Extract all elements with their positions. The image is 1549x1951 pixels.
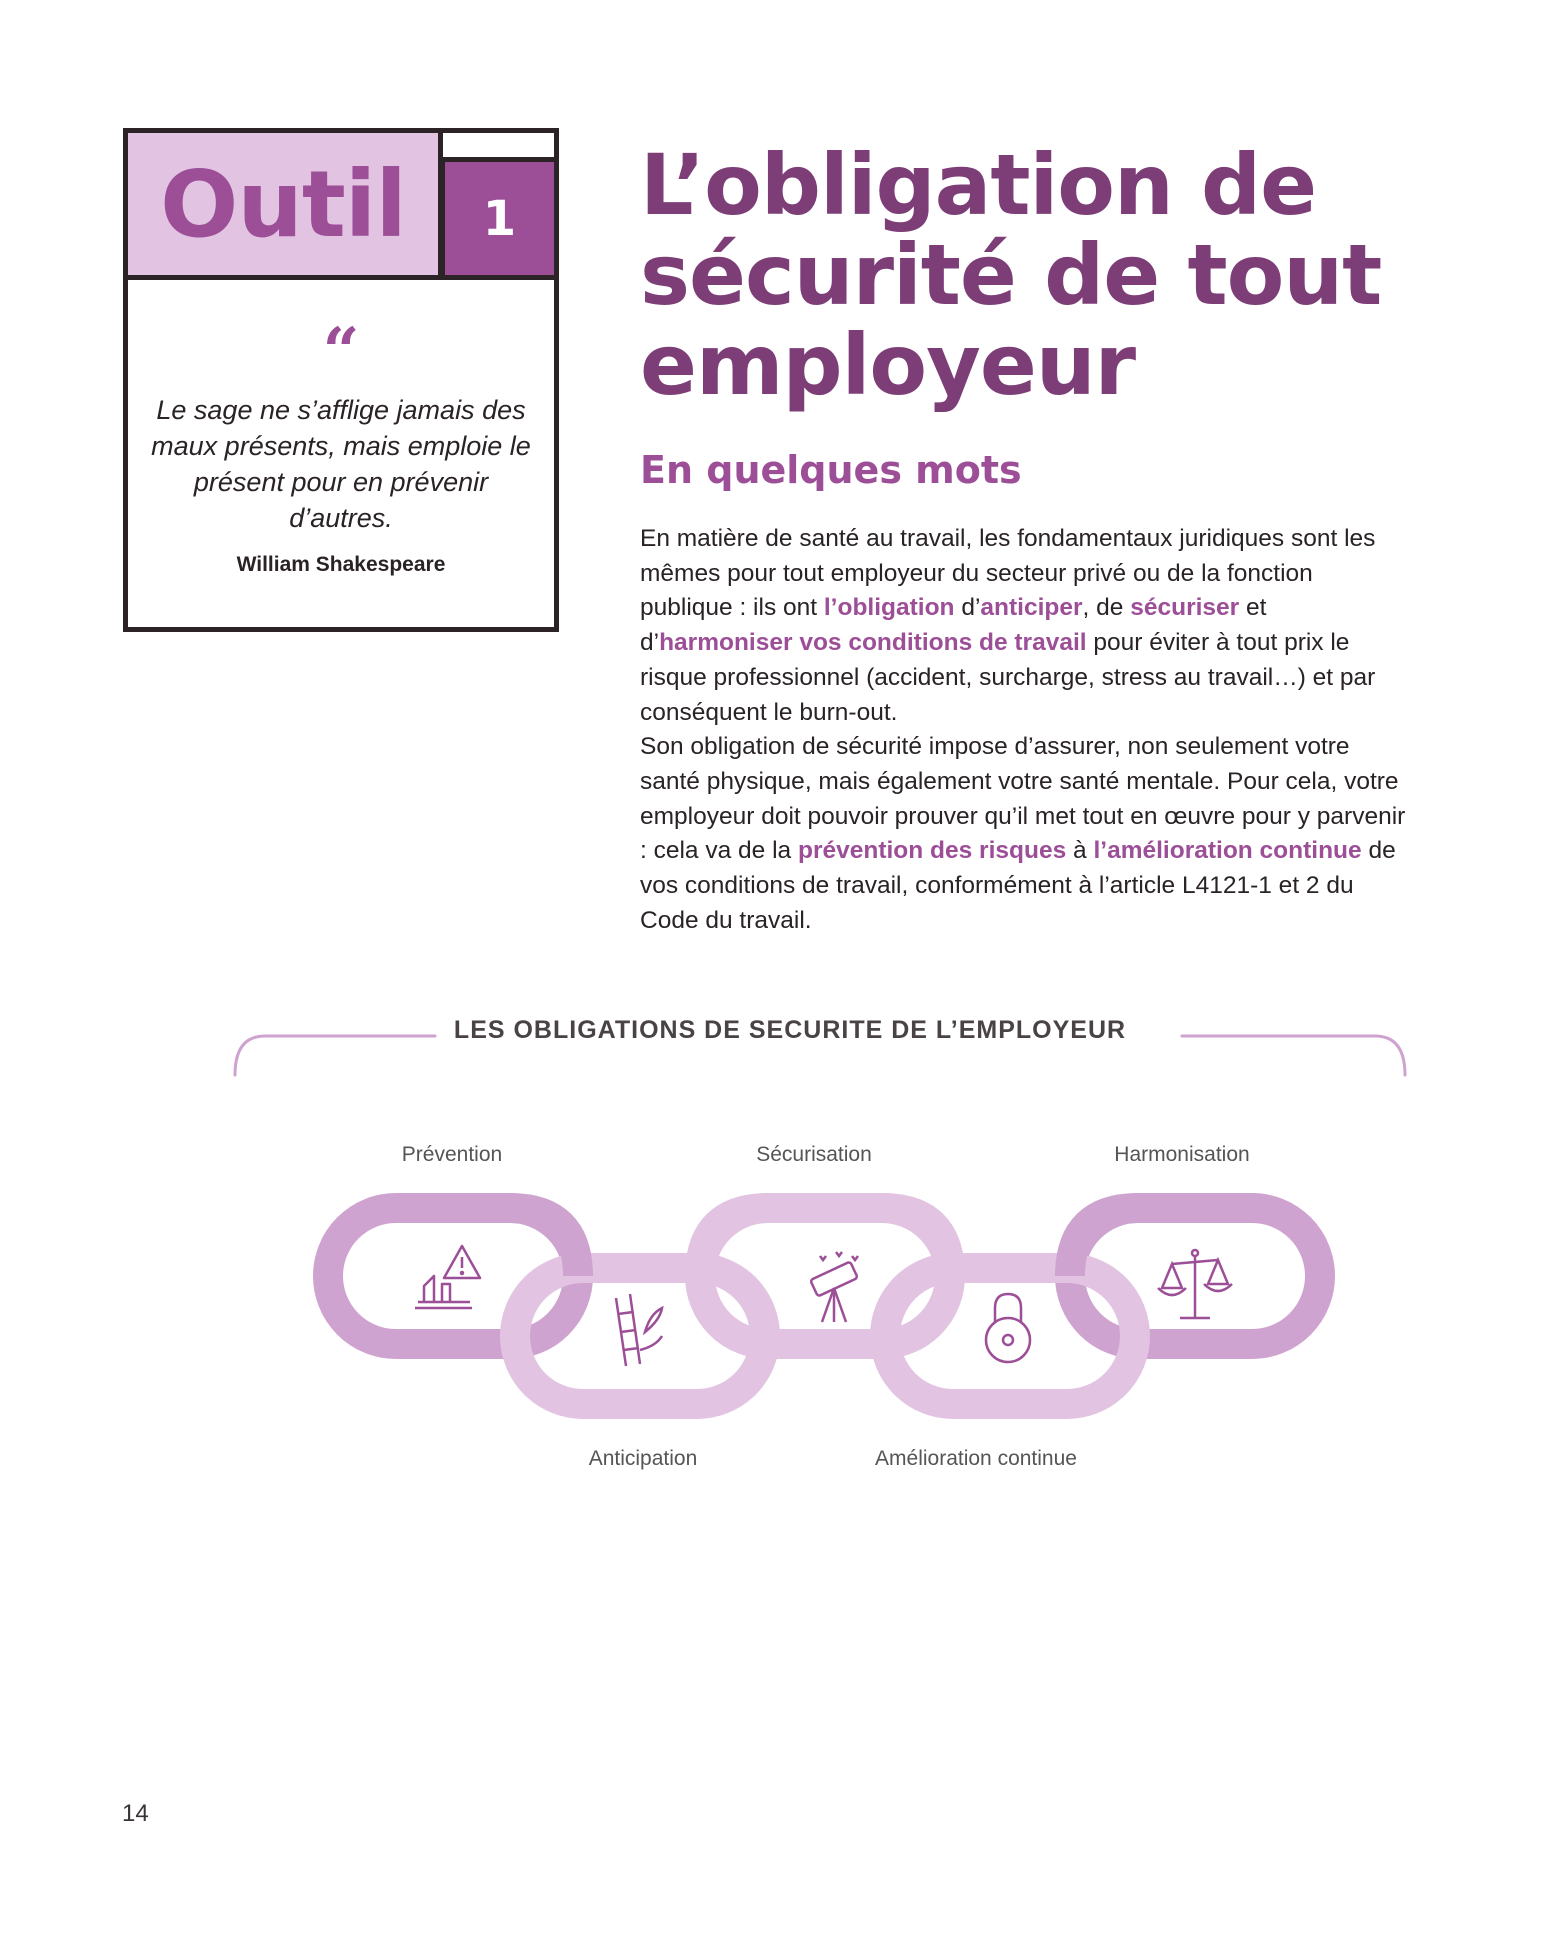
link-label-harmonisation: Harmonisation xyxy=(1114,1143,1250,1166)
highlight: sécuriser xyxy=(1130,594,1240,622)
quote-mark-icon: “ xyxy=(322,314,360,389)
telescope-icon xyxy=(810,1252,858,1322)
diagram-title: LES OBLIGATIONS DE SECURITE DE L’EMPLOYEUR xyxy=(453,1016,1127,1044)
quote-author: William Shakespeare xyxy=(236,553,446,576)
link-label-anticipation: Anticipation xyxy=(588,1447,698,1470)
highlight: l’obligation xyxy=(823,594,955,622)
highlight: anticiper xyxy=(980,594,1083,622)
paragraph: En matière de santé au travail, les fondamentaux juridiques sont les mêmes pour tout employeur du secteur privé ou de la fonction publique : ils ont l’obligation d’anticiper, de sécuriser et d’harmoniser vos conditions de travail pour éviter à tout prix le risque professionnel (accident, surcharge, stress au travail…) et par conséquent le burn-out. xyxy=(640,525,1376,726)
tool-label: Outil xyxy=(160,150,406,258)
link-label-securisation: Sécurisation xyxy=(756,1143,872,1166)
highlight: prévention des risques xyxy=(797,837,1067,865)
paragraph: Son obligation de sécurité impose d’assurer, non seulement votre santé physique, mais également votre santé mentale. Pour cela, votre employeur doit pouvoir prouver qu’il met tout en œuvre pour y parvenir : cela va de la prévention des risques à l’amélioration continue de vos conditions de travail, conformément à l’article L4121-1 et 2 du Code du travail. xyxy=(640,733,1406,934)
quote-text: Le sage ne s’afflige jamais des maux présents, mais emploie le présent pour en prévenir d’autres. xyxy=(151,395,531,533)
highlight: harmoniser vos conditions de travail xyxy=(659,629,1087,657)
page-number: 14 xyxy=(122,1800,149,1827)
bracket-left xyxy=(235,1036,435,1075)
link-label-prevention: Prévention xyxy=(401,1143,503,1166)
scales-icon xyxy=(1158,1250,1232,1318)
chain-diagram xyxy=(300,1190,1340,1420)
title-line: employeur xyxy=(640,316,1136,414)
bracket-right xyxy=(1182,1036,1405,1075)
tool-number: 1 xyxy=(440,157,559,280)
warning-boat-icon xyxy=(415,1246,480,1308)
ladder-plant-icon xyxy=(616,1294,662,1366)
title-line: L’obligation de xyxy=(640,136,1317,234)
padlock-icon xyxy=(986,1294,1030,1362)
section-subtitle: En quelques mots xyxy=(640,448,1022,492)
title-line: sécurité de tout xyxy=(640,226,1382,324)
link-label-amelioration: Amélioration continue xyxy=(875,1447,1077,1470)
highlight: l’amélioration continue xyxy=(1093,837,1362,865)
